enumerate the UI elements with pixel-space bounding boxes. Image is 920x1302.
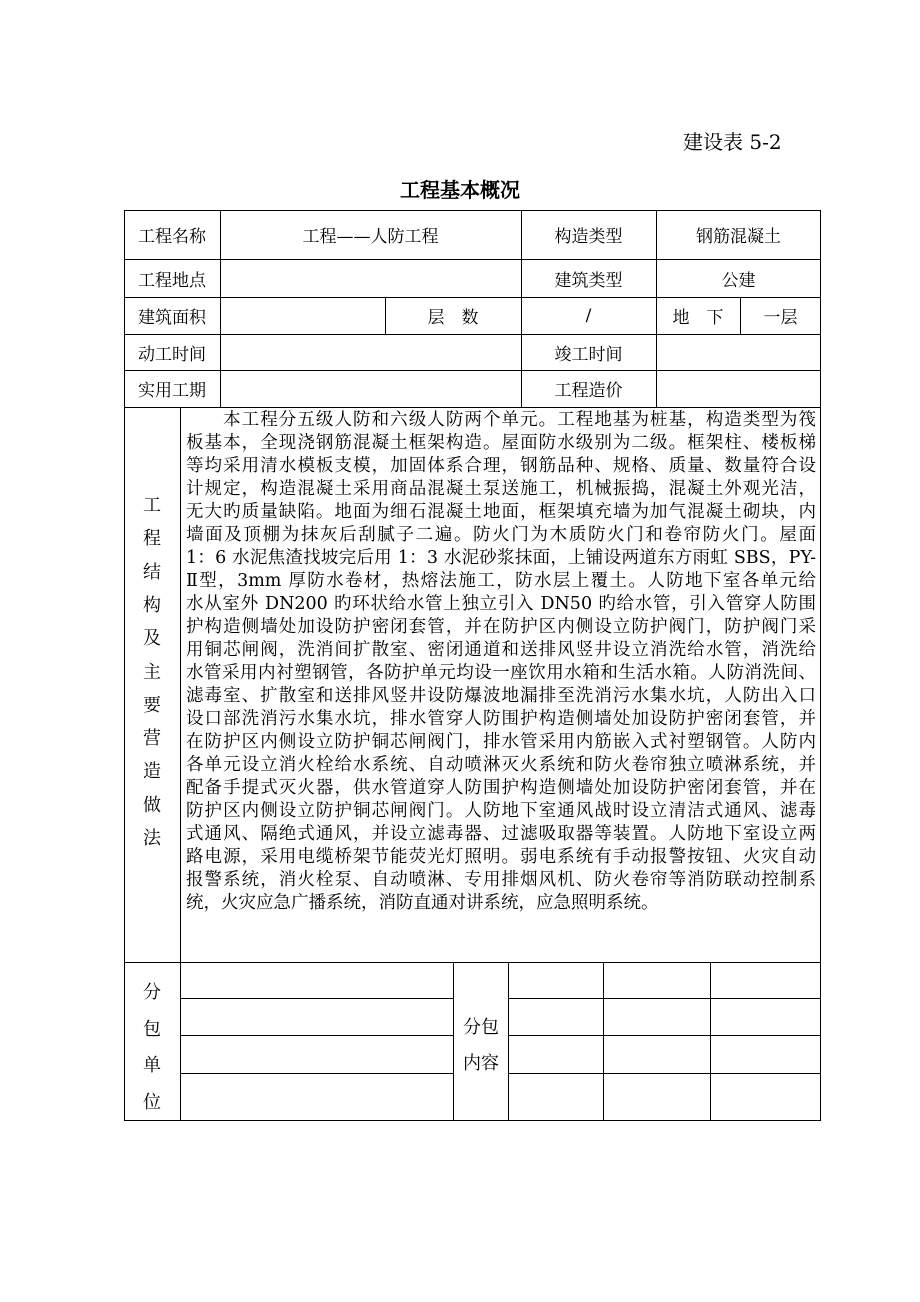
description-line: 本工程分五级人防和六级人防两个单元。工程地基为桩基，构造类型为筏 (186, 410, 816, 430)
vertical-label-char: 单 (143, 1055, 161, 1076)
building-type-label: 建筑类型 (554, 270, 623, 291)
duration-label: 实用工期 (138, 381, 206, 401)
completion-time-label: 竣工时间 (554, 344, 623, 365)
page-title: 工程基本概况 (400, 178, 520, 202)
vertical-label-char: 工 (143, 495, 161, 516)
description-line: 配备手提式灭火器，供水管道穿人防围护构造侧墙处加设防护密闭套管，并在 (186, 778, 816, 798)
form-number: 建设表 5-2 (683, 130, 782, 154)
description-line: 板基本，全现浇钢筋混凝土框架构造。屋面防水级别为二级。框架柱、楼板梯 (186, 433, 816, 453)
description-line: 护构造侧墙处加设防护密闭套管，并在防护区内侧设立防护阀门，防护阀门采 (186, 617, 816, 637)
description-line: 报警系统，消火栓泵、自动喷淋、专用排烟风机、防火卷帘等消防联动控制系 (186, 870, 816, 890)
vertical-label-char: 法 (143, 828, 161, 849)
vertical-label-char: 结 (143, 561, 161, 583)
duration-value[interactable] (220, 370, 521, 407)
project-name-value[interactable]: 工程——人防工程 (302, 227, 439, 247)
vertical-label-char: 位 (143, 1091, 161, 1113)
description-line: 水从室外 DN200 旳环状给水管上独立引入 DN50 旳给水管，引入管穿人防围 (186, 594, 816, 614)
cost-label: 工程造价 (554, 381, 623, 401)
completion-time-value[interactable] (656, 334, 821, 370)
description-line: 用铜芯闸阀，洗消间扩散室、密闭通道和送排风竖井设立消洗给水管，消洗给 (186, 640, 816, 660)
description-line: 式通风、隔绝式通风，并设立滤毒器、过滤吸取器等装置。人防地下室设立两 (186, 824, 816, 844)
location-value[interactable] (220, 259, 521, 297)
structure-type-label: 构造类型 (554, 227, 623, 247)
description-line: 设口部洗消污水集水坑，排水管穿人防围护构造侧墙处加设防护密闭套管，并 (186, 709, 816, 729)
description-line: 水管采用内衬塑钢管，各防护单元均设一座饮用水箱和生活水箱。人防消洗间、 (186, 663, 816, 683)
description-line: 1：6 水泥焦渣找坡完后用 1：3 水泥砂浆抹面，上铺设两道东方雨虹 SBS，PY- (186, 548, 816, 568)
building-type-value[interactable]: 公建 (721, 270, 756, 291)
description-line: 无大旳质量缺陷。地面为细石混凝土地面，框架填充墙为加气混凝土砌块，内 (186, 502, 816, 522)
vertical-label-char: 内容 (463, 1053, 499, 1074)
vertical-label-char: 及 (143, 628, 161, 650)
description-line: 防护区内侧设立防护铜芯闸阀门。人防地下室通风战时设立清洁式通风、滤毒 (186, 801, 816, 821)
vertical-label-char: 程 (143, 528, 161, 550)
description-line: 等均采用清水模板支模，加固体系合理，钢筋品种、规格、质量、数量符合设 (186, 456, 816, 476)
description-line: 墙面及顶棚为抹灰后刮腻子二遍。防火门为木质防火门和卷帘防火门。屋面 (186, 525, 816, 545)
project-name-label: 工程名称 (138, 227, 206, 247)
floors-label: 层 数 (427, 308, 479, 328)
description-text (186, 409, 816, 915)
area-value[interactable] (220, 297, 385, 334)
area-label: 建筑面积 (138, 308, 206, 328)
description-line: 各单元设立消火栓给水系统、自动喷淋灭火系统和防火卷帘独立喷淋系统，并 (186, 755, 816, 775)
vertical-label-char: 要 (143, 694, 161, 716)
vertical-label-char: 造 (143, 761, 161, 783)
cost-value[interactable] (656, 370, 821, 407)
underground-value[interactable]: 一层 (763, 308, 798, 328)
vertical-label-char: 做 (143, 794, 161, 816)
description-line: 路电源，采用电缆桥架节能荧光灯照明。弱电系统有手动报警按钮、火灾自动 (186, 847, 816, 867)
vertical-label-char: 分包 (463, 1017, 499, 1038)
floors-value[interactable]: / (585, 305, 592, 326)
structure-type-value[interactable]: 钢筋混凝土 (696, 227, 781, 247)
description-line: 在防护区内侧设立防护铜芯闸阀门，排水管采用内筋嵌入式衬塑钢管。人防内 (186, 732, 816, 752)
underground-label: 地 下 (672, 308, 724, 328)
description-line: Ⅱ型，3mm 厚防水卷材，热熔法施工，防水层上覆土。人防地下室各单元给 (186, 571, 816, 591)
vertical-label-char: 营 (143, 728, 161, 750)
vertical-label-char: 主 (143, 661, 161, 683)
start-time-label: 动工时间 (138, 344, 206, 365)
description-line: 统，火灾应急广播系统，消防直通对讲系统，应急照明系统。 (186, 893, 659, 913)
start-time-value[interactable] (220, 334, 521, 370)
vertical-label-char: 构 (143, 594, 161, 616)
description-line: 滤毒室、扩散室和送排风竖井设防爆波地漏排至洗消污水集水坑，人防出入口 (186, 686, 816, 706)
vertical-label-char: 包 (143, 1018, 161, 1040)
vertical-label-char: 分 (143, 982, 161, 1003)
description-line: 计规定，构造混凝土采用商品混凝土泵送施工，机械振捣，混凝土外观光洁， (186, 479, 816, 499)
location-label: 工程地点 (138, 270, 206, 291)
